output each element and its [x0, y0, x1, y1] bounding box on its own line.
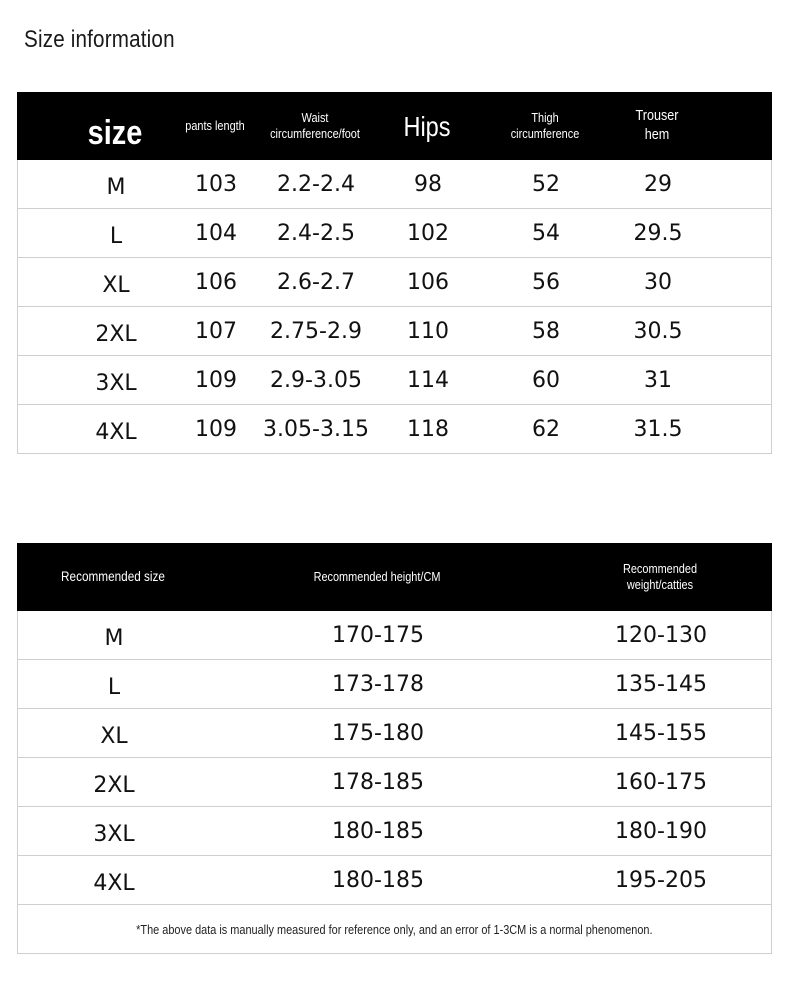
- value-cell: 145-155: [615, 720, 707, 746]
- table-row: [17, 405, 772, 454]
- recommend-table: [17, 543, 772, 954]
- header-line: Recommended height/CM: [313, 568, 441, 584]
- recommend-table-header: [17, 543, 772, 611]
- size-cell: XL: [100, 723, 128, 749]
- value-cell: 106: [195, 269, 237, 295]
- value-cell: 102: [407, 220, 449, 246]
- size-cell: M: [106, 174, 126, 200]
- value-cell: 2.75-2.9: [270, 318, 362, 344]
- value-cell: 29: [644, 171, 672, 197]
- header-line: weight/catties: [626, 577, 694, 592]
- header-line: size: [87, 113, 143, 152]
- table-row: [17, 856, 772, 905]
- value-cell: 30.5: [633, 318, 683, 344]
- value-cell: 118: [407, 416, 449, 442]
- value-cell: 114: [407, 367, 449, 393]
- table-row: [17, 807, 772, 856]
- value-cell: 107: [195, 318, 237, 344]
- value-cell: 103: [195, 171, 237, 197]
- size-cell: 2XL: [93, 772, 135, 798]
- header-line: pants length: [185, 117, 245, 133]
- header-trouser-hem: [636, 92, 679, 160]
- size-cell: XL: [102, 272, 130, 298]
- table-row: [17, 709, 772, 758]
- value-cell: 170-175: [332, 622, 424, 648]
- header-pants-length: [185, 92, 245, 160]
- value-cell: 180-185: [332, 867, 424, 893]
- size-cell: L: [109, 223, 123, 249]
- size-cell: 4XL: [95, 419, 137, 445]
- value-cell: 175-180: [332, 720, 424, 746]
- table-row: [17, 660, 772, 709]
- size-cell: M: [104, 625, 124, 651]
- size-table: [17, 92, 772, 454]
- value-cell: 56: [532, 269, 560, 295]
- measurement-note: *The above data is manually measured for reference only, and an error of 1-3CM is a normal phenomenon.: [136, 921, 653, 937]
- table-row: [17, 258, 772, 307]
- value-cell: 109: [195, 367, 237, 393]
- header-thigh-circumference: [511, 92, 580, 160]
- header-recommended-weight-catties: [623, 543, 697, 611]
- header-size: [88, 92, 143, 160]
- size-cell: 2XL: [95, 321, 137, 347]
- value-cell: 120-130: [615, 622, 707, 648]
- header-line: hem: [644, 126, 670, 143]
- value-cell: 29.5: [633, 220, 683, 246]
- size-cell: 3XL: [93, 821, 135, 847]
- value-cell: 104: [195, 220, 237, 246]
- value-cell: 3.05-3.15: [263, 416, 369, 442]
- value-cell: 160-175: [615, 769, 707, 795]
- header-line: Recommended: [622, 560, 698, 576]
- size-cell: 3XL: [95, 370, 137, 396]
- value-cell: 2.6-2.7: [277, 269, 355, 295]
- value-cell: 58: [532, 318, 560, 344]
- value-cell: 60: [532, 367, 560, 393]
- value-cell: 109: [195, 416, 237, 442]
- header-line: circumference: [510, 126, 580, 141]
- recommend-table-body: [17, 611, 772, 905]
- size-cell: L: [107, 674, 121, 700]
- header-waist-circumference-foot: [270, 92, 360, 160]
- value-cell: 173-178: [332, 671, 424, 697]
- header-line: Thigh: [531, 109, 559, 125]
- table-row: [17, 356, 772, 405]
- table-row: [17, 160, 772, 209]
- value-cell: 31: [644, 367, 672, 393]
- size-table-body: [17, 160, 772, 454]
- header-recommended-height-cm: [314, 543, 441, 611]
- header-hips: [403, 92, 450, 160]
- table-row: [17, 758, 772, 807]
- value-cell: 195-205: [615, 867, 707, 893]
- value-cell: 178-185: [332, 769, 424, 795]
- table-row: [17, 307, 772, 356]
- value-cell: 54: [532, 220, 560, 246]
- page-title: Size information: [24, 26, 175, 53]
- header-line: Recommended size: [61, 568, 165, 585]
- value-cell: 135-145: [615, 671, 707, 697]
- value-cell: 110: [407, 318, 449, 344]
- size-cell: 4XL: [93, 870, 135, 896]
- value-cell: 180-190: [615, 818, 707, 844]
- header-line: circumference/foot: [270, 126, 360, 141]
- value-cell: 52: [532, 171, 560, 197]
- table-row: [17, 611, 772, 660]
- table-row: [17, 209, 772, 258]
- header-line: Waist: [301, 109, 329, 125]
- header-recommended-size: [61, 543, 165, 611]
- table-note-row: [17, 905, 772, 954]
- value-cell: 180-185: [332, 818, 424, 844]
- value-cell: 98: [414, 171, 442, 197]
- size-table-header: [17, 92, 772, 160]
- value-cell: 31.5: [633, 416, 683, 442]
- value-cell: 62: [532, 416, 560, 442]
- value-cell: 2.2-2.4: [277, 171, 355, 197]
- header-line: Trouser: [635, 107, 679, 125]
- header-line: Hips: [403, 110, 451, 142]
- value-cell: 2.4-2.5: [277, 220, 355, 246]
- value-cell: 2.9-3.05: [270, 367, 362, 393]
- value-cell: 30: [644, 269, 672, 295]
- value-cell: 106: [407, 269, 449, 295]
